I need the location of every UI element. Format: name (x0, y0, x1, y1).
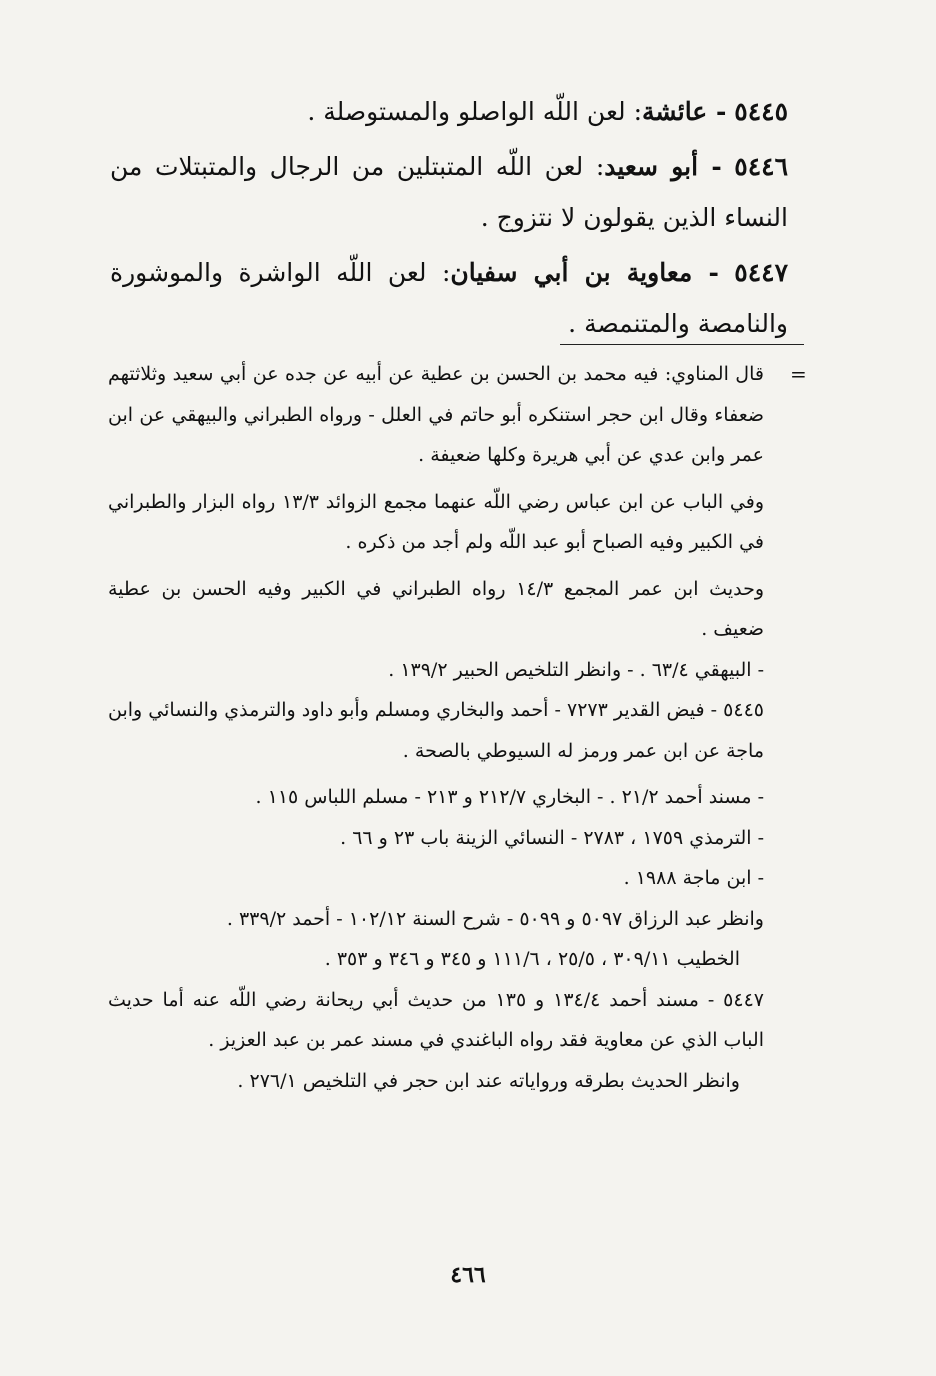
hadith-narrator: عائشة (642, 97, 708, 126)
hadith-entry-5447: ٥٤٤٧ - معاوية بن أبي سفيان: لعن اللّه الواشرة والموشورة والنامصة والمتنمصة . (110, 258, 788, 338)
footnotes (108, 354, 788, 1101)
hadith-text: لعن اللّه الواصلو والمستوصلة . (307, 97, 626, 126)
hadith-entry-5446: ٥٤٤٦ - أبو سعيد: لعن اللّه المتبتلين من الرجال والمتبتلات من النساء الذين يقولون لا نتزوج . (110, 152, 788, 232)
footnote-paragraph: ٥٤٤٥ - فيض القدير ٧٢٧٣ - أحمد والبخاري ومسلم وأبو داود والترمذي والنسائي وابن ماجة عن ابن عمر ورمز له السيوطي بالصحة . (108, 699, 764, 762)
hadith-narrator: معاوية بن أبي سفيان (450, 258, 693, 287)
hadith-entries (110, 86, 788, 353)
footnote-reference-line: الخطيب ٣٠٩/١١ ، ٢٥/٥ ، ١١١/٦ و ٣٤٥ و ٣٤٦ و ٣٥٣ . (324, 948, 740, 970)
footnote-paragraph: وانظر عبد الرزاق ٥٠٩٧ و ٥٠٩٩ - شرح السنة ١٠٢/١٢ - أحمد ٣٣٩/٢ . (226, 907, 764, 930)
hadith-narrator: أبو سعيد (604, 152, 699, 181)
hadith-number: ٥٤٤٧ (734, 258, 788, 287)
hadith-text: لعن اللّه الواشرة والموشورة والنامصة والمتنمصة . (110, 258, 788, 338)
footnote-paragraph: وفي الباب عن ابن عباس رضي اللّه عنهما مجمع الزوائد ١٣/٣ رواه البزار والطبراني في الكبير وفيه الصباح أبو عبد اللّه ولم أجد من ذكره . (108, 490, 764, 553)
continuation-marker: = (790, 362, 807, 386)
footnote-reference-line: وانظر الحديث بطرقه ورواياته عند ابن حجر في التلخيص ٢٧٦/١ . (237, 1069, 740, 1092)
footnote-reference-line: - البيهقي ٦٣/٤ . - وانظر التلخيص الحبير ١٣٩/٢ . (388, 658, 764, 681)
hadith-text: لعن اللّه المتبتلين من الرجال والمتبتلات من النساء الذين يقولون لا نتزوج . (110, 152, 788, 232)
footnote-paragraph: ٥٤٤٧ - مسند أحمد ١٣٤/٤ و ١٣٥ من حديث أبي ريحانة رضي اللّه عنه أما حديث الباب الذي عن معاوية فقد رواه الباغندي في مسند عمر بن عبد العزيز . (108, 988, 764, 1051)
hadith-number: ٥٤٤٦ (734, 152, 788, 181)
page-number: ٤٦٦ (450, 1262, 486, 1288)
hadith-number: ٥٤٤٥ (734, 97, 788, 126)
footnote-paragraph: وحديث ابن عمر المجمع ١٤/٣ رواه الطبراني في الكبير وفيه الحسن بن عطية ضعيف . (108, 577, 764, 640)
footnote-reference-line: - ابن ماجة ١٩٨٨ . (623, 867, 764, 889)
hadith-entry-5445: ٥٤٤٥ - عائشة: لعن اللّه الواصلو والمستوصلة . (307, 97, 788, 126)
footnote-reference-line: - الترمذي ١٧٥٩ ، ٢٧٨٣ - النسائي الزينة باب ٢٣ و ٦٦ . (340, 826, 764, 849)
footnote-paragraph: قال المناوي: فيه محمد بن الحسن بن عطية عن أبيه عن جده عن أبي سعيد وثلاثتهم ضعفاء وقال ابن حجر استنكره أبو حاتم في العلل - ورواه الطبراني والبيهقي عن ابن عمر وابن عدي عن أبي هريرة وكلها ضعيفة . (108, 363, 764, 466)
footnote-separator (560, 344, 804, 345)
footnote-reference-line: - مسند أحمد ٢١/٢ . - البخاري ٢١٢/٧ و ٢١٣ - مسلم اللباس ١١٥ . (255, 786, 764, 808)
